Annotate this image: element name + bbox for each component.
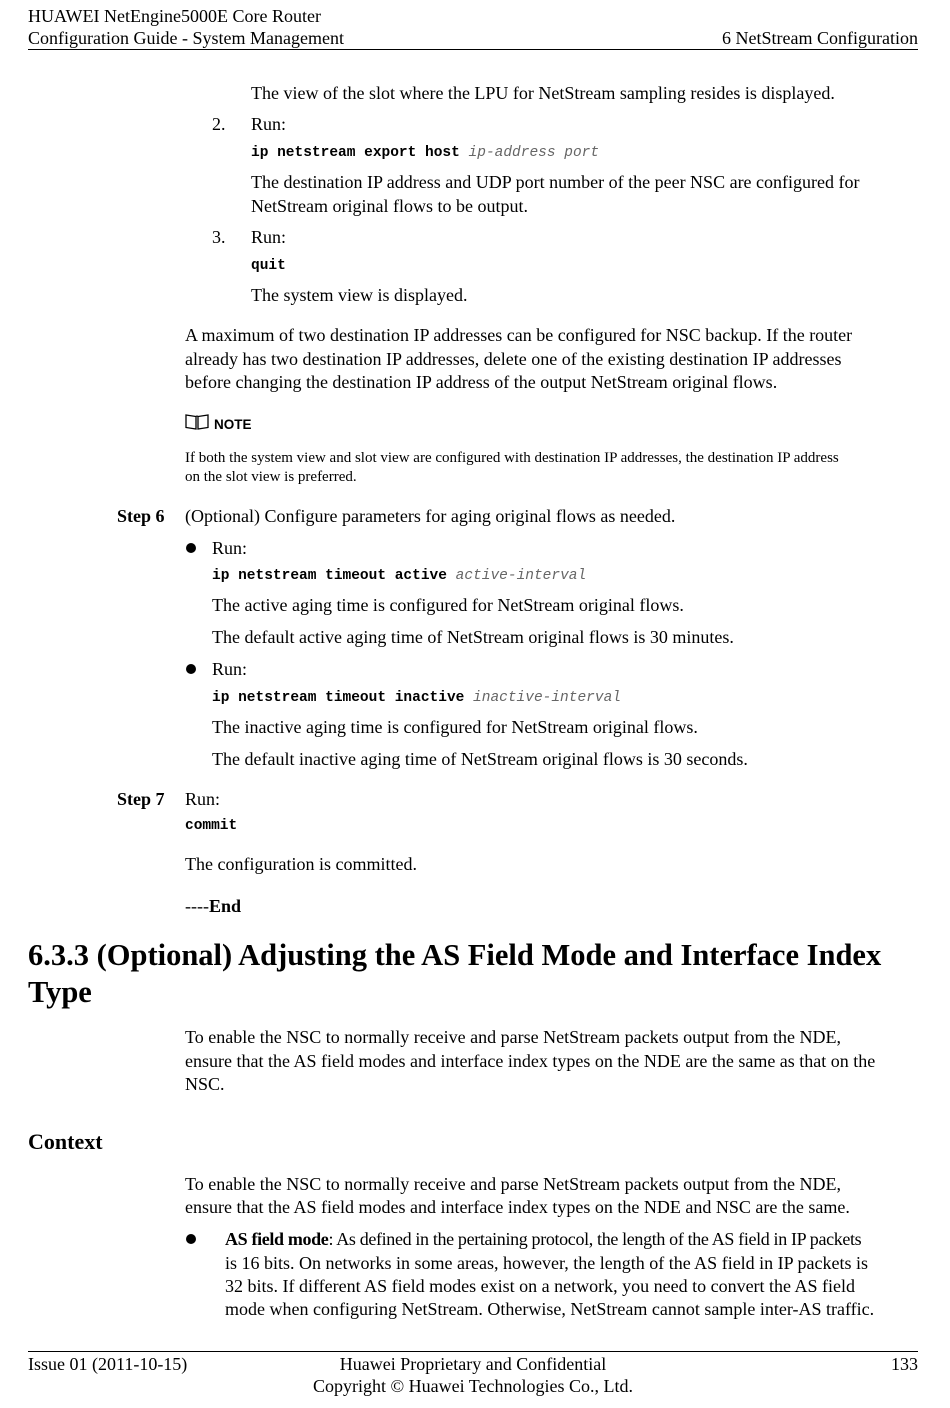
section-title-line1: 6.3.3 (Optional) Adjusting the AS Field Mode and Interface Index [28,938,882,972]
item3-number: 3. [212,227,226,247]
para-max-line2: already has two destination IP addresses, delete one of the existing destination IP addresses [185,349,842,369]
context-line1: To enable the NSC to normally receive and parse NetStream packets output from the NDE, [185,1174,842,1194]
item2-desc-line2: NetStream original flows to be output. [251,196,528,216]
step6-bullet1-keyword: ip netstream timeout active [212,568,447,584]
footer-rule [28,1351,918,1352]
item3-desc: The system view is displayed. [251,285,468,305]
end-dashes: ---- [185,896,209,916]
step7-label: Step 7 [117,789,165,809]
note-label: NOTE [214,417,252,432]
item3-command [251,257,286,275]
para-max-line3: before changing the destination IP address of the output NetStream original flows. [185,372,778,392]
slot-view-text: The view of the slot where the LPU for NetStream sampling resides is displayed. [251,83,835,103]
context-bullet-line3: 32 bits. If different AS field modes exist on a network, you need to convert the AS field [225,1276,856,1296]
section-intro-line2: ensure that the AS field modes and interface index types on the NDE are the same as that on the [185,1051,876,1071]
context-bullet-line1-rest: : As defined in the pertaining protocol, the length of the AS field in IP packets [328,1229,862,1249]
context-line2: ensure that the AS field modes and interface index types on the NDE and NSC are the same. [185,1197,850,1217]
item2-number: 2. [212,114,226,134]
item2-desc-line1: The destination IP address and UDP port number of the peer NSC are configured for [251,172,860,192]
item3-run: Run: [251,227,287,247]
footer-page-number: 133 [891,1354,918,1374]
footer-proprietary: Huawei Proprietary and Confidential [339,1354,607,1374]
step7-command [185,817,237,835]
para-max-line1: A maximum of two destination IP addresses can be configured for NSC backup. If the router [185,325,853,345]
header-product: HUAWEI NetEngine5000E Core Router [28,6,321,26]
item3-command-keyword: quit [251,258,286,274]
note-book-icon [185,413,209,431]
footer-issue: Issue 01 (2011-10-15) [28,1354,188,1374]
context-bullet-dot [186,1234,196,1244]
step6-bullet2-dot [186,664,196,674]
context-bullet-line4: mode when configuring NetStream. Otherwise, NetStream cannot sample inter-AS traffic. [225,1299,875,1319]
note-line2: on the slot view is preferred. [185,469,357,485]
item2-command-keyword: ip netstream export host [251,145,460,161]
step6-bullet1-run: Run: [212,538,248,558]
step6-bullet1-arg: active-interval [455,568,587,584]
end-marker [185,895,241,919]
end-word: End [208,896,242,916]
step6-bullet2-run: Run: [212,659,248,679]
item2-run: Run: [251,114,287,134]
item2-command-args: ip-address port [468,145,600,161]
step6-bullet1-desc2: The default active aging time of NetStream original flows is 30 minutes. [212,627,734,647]
footer-copyright: Copyright © Huawei Technologies Co., Ltd. [312,1376,634,1396]
step7-command-keyword: commit [185,818,238,834]
step6-bullet2-command [212,689,621,707]
step6-bullet2-keyword: ip netstream timeout inactive [212,690,465,706]
step7-run: Run: [185,789,221,809]
header-guide: Configuration Guide - System Management [28,28,344,48]
note-line1: If both the system view and slot view are configured with destination IP addresses, the destination IP address [185,450,839,466]
header-chapter: 6 NetStream Configuration [722,28,918,48]
step6-bullet2-desc1: The inactive aging time is configured for NetStream original flows. [212,717,698,737]
step6-bullet1-dot [186,543,196,553]
step6-label: Step 6 [117,506,165,526]
section-intro-line1: To enable the NSC to normally receive and parse NetStream packets output from the NDE, [185,1027,842,1047]
context-bullet-term: AS field mode [225,1229,329,1249]
item2-command [251,144,599,162]
step6-bullet1-desc1: The active aging time is configured for NetStream original flows. [212,595,684,615]
step6-bullet2-arg: inactive-interval [473,690,621,706]
step6-bullet2-desc2: The default inactive aging time of NetStream original flows is 30 seconds. [212,749,748,769]
header-rule [28,49,918,50]
step7-desc: The configuration is committed. [185,854,417,874]
context-bullet-line1 [225,1228,861,1252]
section-intro-line3: NSC. [185,1074,225,1094]
step6-text: (Optional) Configure parameters for aging original flows as needed. [185,506,676,526]
context-heading: Context [28,1129,103,1154]
context-bullet-line2: is 16 bits. On networks in some areas, however, the length of the AS field in IP packets is [225,1253,868,1273]
section-title-line2: Type [28,975,92,1009]
step6-bullet1-command [212,567,586,585]
